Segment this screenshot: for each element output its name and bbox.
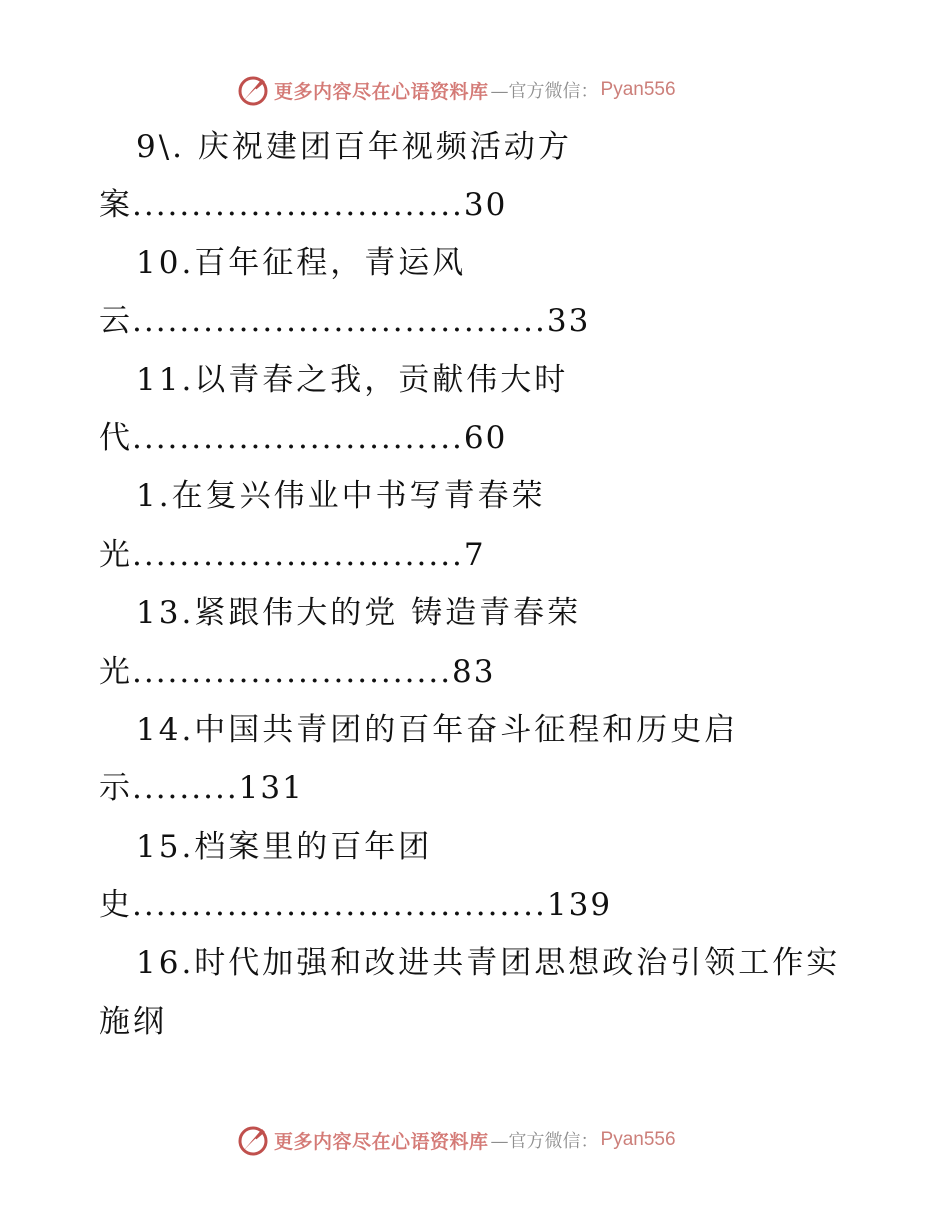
toc-entry-title: 13.紧跟伟大的党 铸造青春荣 [136, 595, 582, 631]
watermark-text: 更多内容尽在心语资料库 [274, 80, 489, 103]
quill-logo-icon [236, 1123, 270, 1157]
toc-entry-leader: 代............................60 [99, 420, 508, 456]
toc-entry-title: 14.中国共青团的百年奋斗征程和历史启 [136, 712, 739, 748]
watermark-text: 更多内容尽在心语资料库 [274, 1130, 489, 1153]
toc-entry-leader: 史...................................139 [99, 887, 613, 923]
toc-entry-continuation: 施纲 [99, 1004, 167, 1040]
toc-entry-title: 10.百年征程，青运风 [136, 245, 467, 281]
toc-entry-leader: 案............................30 [99, 187, 508, 223]
toc-entry-leader: 示.........131 [99, 770, 304, 806]
toc-entry-leader: 光...........................83 [99, 654, 496, 690]
watermark-separator: —官方微信： [490, 81, 599, 102]
toc-entry-leader: 云...................................33 [99, 303, 591, 339]
watermark-separator: —官方微信： [490, 1131, 599, 1152]
toc-entry-title: 11.以青春之我，贡献伟大时 [136, 362, 569, 398]
watermark-wechat-id: Pyan556 [600, 1129, 676, 1150]
toc-entry-leader: 光............................7 [99, 537, 486, 573]
toc-entry-title: 16.时代加强和改进共青团思想政治引领工作实 [136, 945, 841, 981]
toc-entry-title: 15.档案里的百年团 [136, 829, 433, 865]
toc-entry-title: 9\. 庆祝建团百年视频活动方 [136, 129, 572, 165]
footer-watermark [236, 1122, 676, 1158]
toc-entry-title: 1.在复兴伟业中书写青春荣 [136, 478, 546, 514]
watermark-wechat-id: Pyan556 [600, 79, 676, 100]
